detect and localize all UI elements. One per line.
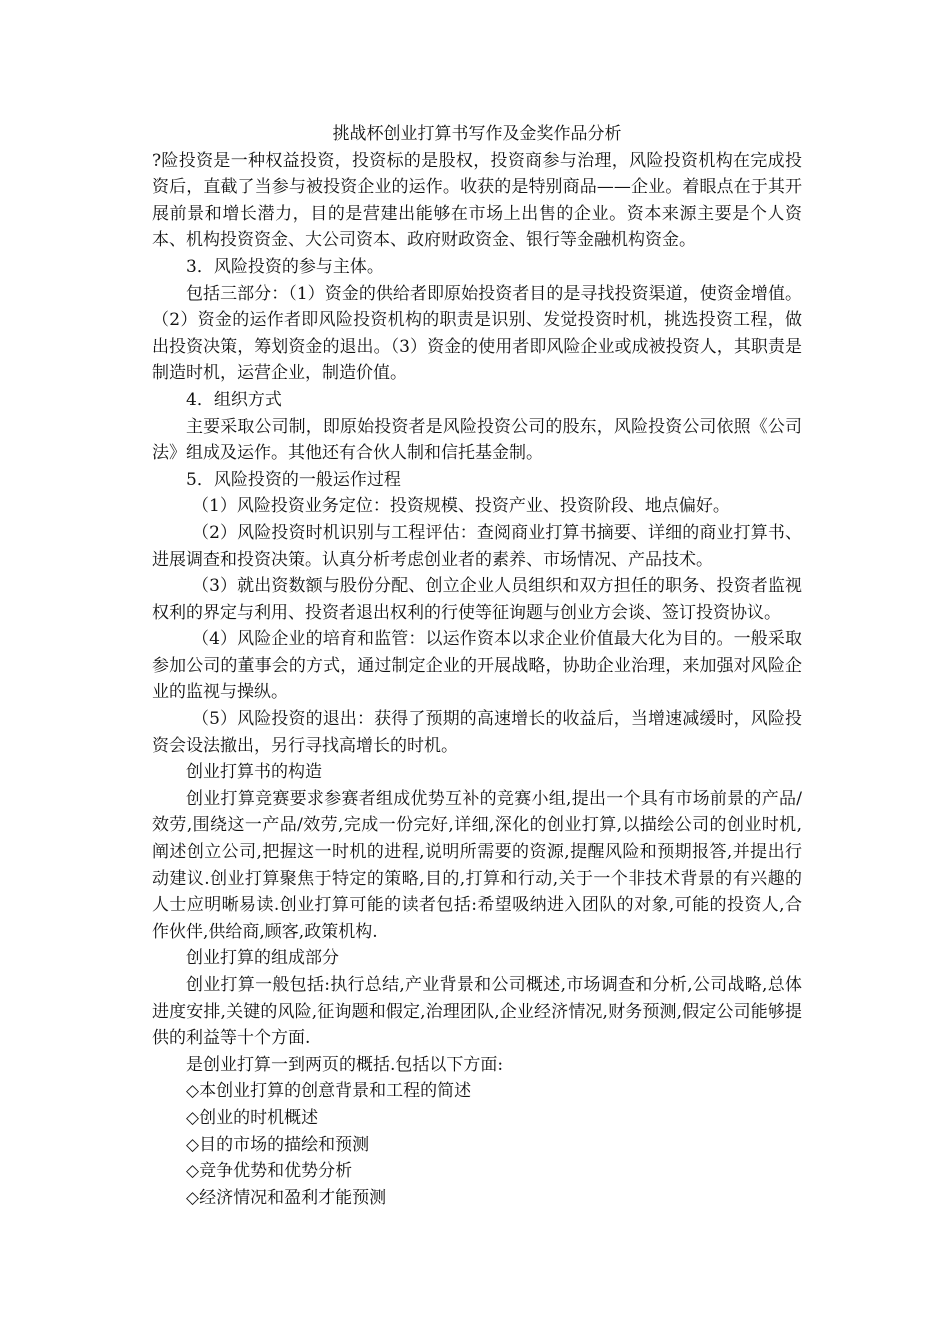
heading-participants: 3．风险投资的参与主体。 <box>186 256 384 277</box>
paragraph-summary-intro: 是创业打算一到两页的概括.包括以下方面: <box>186 1054 504 1075</box>
paragraph-components: 创业打算一般包括:执行总结,产业背景和公司概述,市场调查和分析,公司战略,总体进度安排,关键的风险,征询题和假定,治理团队,企业经济情况,财务预测,假定公司能够提供的利益等十个方面. <box>152 975 802 1049</box>
heading-components: 创业打算的组成部分 <box>186 948 339 969</box>
bullet-item-3: ◇目的市场的描绘和预测 <box>186 1134 370 1155</box>
heading-process: 5．风险投资的一般运作过程 <box>186 469 401 490</box>
heading-organization: 4．组织方式 <box>186 389 282 410</box>
paragraph-participants: 包括三部分：（1）资金的供给者即原始投资者目的是寻找投资渠道，使资金增值。（2）资金的运作者即风险投资机构的职责是识别、发觉投资时机，挑选投资工程，做出投资决策，筹划资金的退出。（3）资金的使用者即风险企业或成被投资人，其职责是制造时机，运营企业，制造价值。 <box>152 283 802 384</box>
heading-structure: 创业打算书的构造 <box>186 762 322 783</box>
paragraph-process-3: （3）就出资数额与股份分配、创立企业人员组织和双方担任的职务、投资者监视权利的界定与利用、投资者退出权利的行使等征询题与创业方会谈、签订投资协议。 <box>152 576 802 623</box>
document-title: 挑战杯创业打算书写作及金奖作品分析 <box>332 124 622 144</box>
paragraph-structure: 创业打算竞赛要求参赛者组成优势互补的竞赛小组,提出一个具有市场前景的产品/效劳,围绕这一产品/效劳,完成一份完好,详细,深化的创业打算,以描绘公司的创业时机,阐述创立公司,把握这一时机的进程,说明所需要的资源,提醒风险和预期报答,并提出行动建议.创业打算聚焦于特定的策略,目的,打算和行动,关于一个非技术背景的有兴趣的人士应明晰易读.创业打算可能的读者包括:希望吸纳进入团队的对象,可能的投资人,合作伙伴,供给商,顾客,政策机构. <box>152 788 802 942</box>
bullet-item-1: ◇本创业打算的创意背景和工程的简述 <box>186 1081 472 1102</box>
bullet-item-4: ◇竞争优势和优势分析 <box>186 1161 353 1182</box>
paragraph-process-4: （4）风险企业的培育和监管：以运作资本以求企业价值最大化为目的。一般采取参加公司的董事会的方式，通过制定企业的开展战略，协助企业治理，来加强对风险企业的监视与操纵。 <box>152 629 802 703</box>
paragraph-process-5: （5）风险投资的退出：获得了预期的高速增长的收益后，当增速减缓时，风险投资会设法撤出，另行寻找高增长的时机。 <box>152 709 802 756</box>
document-body <box>152 121 802 1211</box>
bullet-item-2: ◇创业的时机概述 <box>186 1107 319 1128</box>
paragraph-process-2: （2）风险投资时机识别与工程评估：查阅商业打算书摘要、详细的商业打算书、进展调查和投资决策。认真分析考虑创业者的素养、市场情况、产品技术。 <box>152 522 802 570</box>
paragraph-intro: ?险投资是一种权益投资，投资标的是股权，投资商参与治理，风险投资机构在完成投资后，直截了当参与被投资企业的运作。收获的是特别商品——企业。着眼点在于其开展前景和增长潜力，目的是营建出能够在市场上出售的企业。资本来源主要是个人资本、机构投资资金、大公司资本、政府财政资金、银行等金融机构资金。 <box>152 150 802 251</box>
bullet-item-5: ◇经济情况和盈利才能预测 <box>186 1187 387 1208</box>
paragraph-organization: 主要采取公司制，即原始投资者是风险投资公司的股东，风险投资公司依照《公司法》组成及运作。其他还有合伙人制和信托基金制。 <box>152 416 802 464</box>
paragraph-process-1: （1）风险投资业务定位：投资规模、投资产业、投资阶段、地点偏好。 <box>192 496 730 517</box>
